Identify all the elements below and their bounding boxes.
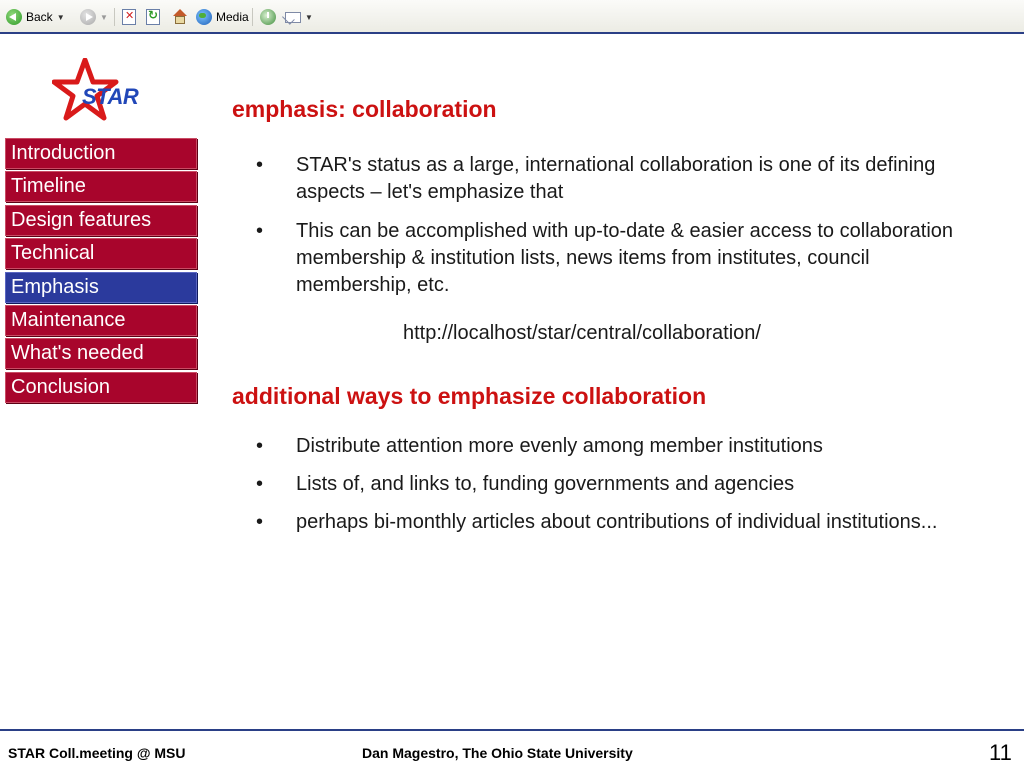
bullet-list-emphasis <box>254 152 954 311</box>
toolbar-separator <box>252 8 253 26</box>
list-item <box>254 433 954 460</box>
nav-item-design-features[interactable]: Design features <box>5 205 197 236</box>
list-item <box>254 471 954 498</box>
forward-dropdown-icon[interactable]: ▼ <box>100 12 108 22</box>
media-icon <box>196 9 212 25</box>
browser-toolbar <box>0 0 1024 34</box>
stop-icon <box>122 9 136 25</box>
history-button[interactable] <box>260 7 276 27</box>
bullet-marker: • <box>256 473 264 495</box>
bullet-list-additional-ways <box>254 433 954 547</box>
back-dropdown-icon[interactable]: ▼ <box>56 12 65 22</box>
mail-button[interactable] <box>285 7 313 27</box>
bullet-text: This can be accomplished with up-to-date & easier access to collaboration membership & institution lists, news items from institutes, council membership, etc. <box>296 220 954 296</box>
nav-item-whats-needed[interactable]: What's needed <box>5 338 197 369</box>
nav-item-technical[interactable]: Technical <box>5 238 197 269</box>
list-item <box>254 218 954 299</box>
toolbar-separator <box>114 8 115 26</box>
bullet-text: STAR's status as a large, international collaboration is one of its defining aspects – let's emphasize that <box>296 154 936 203</box>
section-heading-additional-ways: additional ways to emphasize collaboration <box>232 383 707 409</box>
back-label: Back <box>26 10 53 24</box>
mail-icon <box>285 10 303 24</box>
nav-item-maintenance[interactable]: Maintenance <box>5 305 197 336</box>
nav-item-conclusion[interactable]: Conclusion <box>5 372 197 403</box>
refresh-button[interactable] <box>146 7 160 27</box>
star-logo <box>52 58 144 124</box>
bullet-marker: • <box>256 511 264 533</box>
footer-author-label: Dan Magestro, The Ohio State University <box>362 745 633 761</box>
back-button[interactable] <box>6 7 65 27</box>
nav-item-introduction[interactable]: Introduction <box>5 138 197 169</box>
star-logo-text: STAR <box>82 84 139 109</box>
nav-item-timeline[interactable]: Timeline <box>5 171 197 202</box>
slide-nav <box>5 138 197 405</box>
list-item <box>254 509 954 536</box>
home-button[interactable] <box>172 7 188 27</box>
bullet-text: Distribute attention more evenly among member institutions <box>296 435 823 457</box>
bullet-text: perhaps bi-monthly articles about contributions of individual institutions... <box>296 511 938 533</box>
nav-item-emphasis[interactable]: Emphasis <box>5 272 197 303</box>
stop-button[interactable] <box>122 7 136 27</box>
home-icon <box>172 9 188 25</box>
history-icon <box>260 9 276 25</box>
list-item <box>254 152 954 206</box>
collaboration-url-link[interactable]: http://localhost/star/central/collaboration/ <box>403 322 761 344</box>
back-icon <box>6 9 22 25</box>
slide-page-number: 11 <box>989 740 1012 765</box>
bullet-marker: • <box>256 220 264 242</box>
footer-meeting-label: STAR Coll.meeting @ MSU <box>8 745 186 761</box>
forward-button[interactable] <box>80 7 108 27</box>
mail-dropdown-icon[interactable]: ▼ <box>305 12 313 22</box>
media-button[interactable] <box>196 7 249 27</box>
bullet-marker: • <box>256 435 264 457</box>
forward-icon <box>80 9 96 25</box>
bullet-text: Lists of, and links to, funding governments and agencies <box>296 473 795 495</box>
bullet-marker: • <box>256 154 264 176</box>
refresh-icon <box>146 9 160 25</box>
section-heading-emphasis: emphasis: collaboration <box>232 96 497 122</box>
footer-divider <box>0 729 1024 731</box>
media-label: Media <box>216 10 249 24</box>
